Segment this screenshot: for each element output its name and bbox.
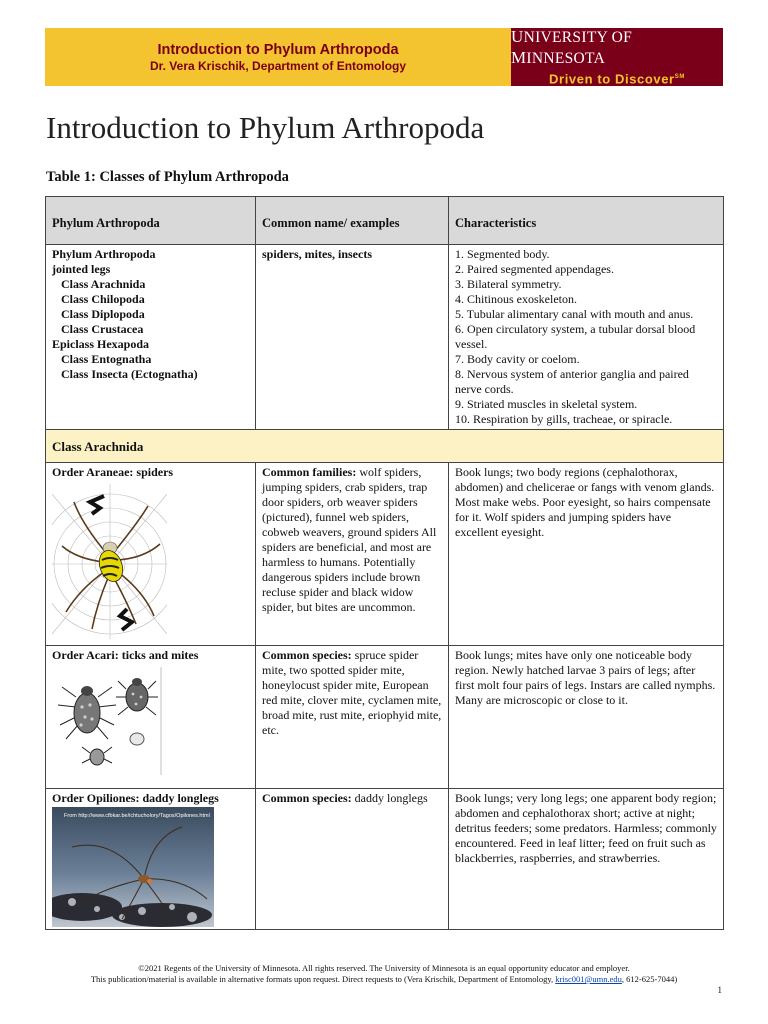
- order-opiliones-cell: [46, 789, 256, 930]
- header-phylum: Phylum Arthropoda: [46, 197, 256, 245]
- taxon-entognatha: Class Entognatha: [61, 352, 152, 366]
- order-araneae-characteristics-cell: Book lungs; two body regions (cephalothorax, abdomen) and chelicerae or fangs with venom glands. Most make webs. Poor eyesight, so hairs compensate for it. Wolf spiders and jumping spiders have excellent eyesight.: [449, 463, 724, 646]
- table-header-row: [46, 197, 724, 245]
- footer-phone-text: , 612-625-7044): [621, 974, 678, 984]
- characteristic-item: 4. Chitinous exoskeleton.: [455, 292, 577, 306]
- daddy-longlegs-photo-illustration: [52, 807, 214, 927]
- page-number: 1: [717, 985, 722, 995]
- characteristic-item: 8. Nervous system of anterior ganglia and paired nerve cords.: [455, 367, 689, 396]
- tagline-text: Driven to Discover: [549, 71, 675, 87]
- order-acari-name: Order Acari: ticks and mites: [52, 648, 199, 662]
- taxon-jointed-legs: jointed legs: [52, 262, 111, 276]
- university-name-cap1: U: [511, 26, 524, 46]
- characteristic-item: 3. Bilateral symmetry.: [455, 277, 562, 291]
- characteristic-item: 2. Paired segmented appendages.: [455, 262, 614, 276]
- characteristic-item: 1. Segmented body.: [455, 247, 550, 261]
- ticks-and-mites-illustration: [52, 667, 167, 777]
- examples-text: wolf spiders, jumping spiders, crab spiders, trap door spiders, orb weaver spiders (pictured), funnel web spiders, cobweb weavers, ground spiders All spiders are beneficial, and most are harmless to humans. Potentially dangerous spiders include brown recluse spider and black widow spider, but bites are uncommon.: [262, 465, 437, 614]
- order-araneae-cell: [46, 463, 256, 646]
- characteristic-item: 6. Open circulatory system, a tubular dorsal blood vessel.: [455, 322, 696, 351]
- footer-accessibility-text: This publication/material is available in alternative formats upon request. Direct requests to (Vera Krischik, Department of Entomology,: [90, 974, 556, 984]
- taxon-diplopoda: Class Diplopoda: [61, 307, 145, 321]
- class-arachnida-heading: Class Arachnida: [46, 430, 724, 463]
- characteristic-item: 10. Respiration by gills, tracheae, or spiracle.: [455, 412, 673, 426]
- characteristic-item: 9. Striated muscles in skeletal system.: [455, 397, 638, 411]
- header-characteristics: Characteristics: [449, 197, 724, 245]
- table-caption: Table 1: Classes of Phylum Arthropoda: [46, 169, 289, 185]
- order-araneae-name: Order Araneae: spiders: [52, 465, 174, 479]
- daddy-longlegs-photo: [52, 807, 214, 927]
- service-mark: SM: [674, 73, 685, 80]
- university-name: [511, 27, 723, 69]
- banner-subtitle: Dr. Vera Krischik, Department of Entomology: [149, 58, 407, 73]
- order-araneae-row: [46, 463, 724, 646]
- order-acari-cell: [46, 646, 256, 789]
- footer-accessibility: [0, 974, 768, 985]
- banner-title: Introduction to Phylum Arthropoda: [157, 41, 399, 58]
- order-opiliones-name: Order Opiliones: daddy longlegs: [52, 791, 219, 805]
- order-opiliones-row: [46, 789, 724, 930]
- taxon-insecta: Class Insecta (Ectognatha): [61, 367, 198, 381]
- characteristic-item: 7. Body cavity or coelom.: [455, 352, 580, 366]
- university-name-part1: NIVERSITY OF: [523, 28, 633, 46]
- mites-image: [52, 667, 249, 781]
- orb-weaver-spider-illustration: [52, 484, 167, 639]
- phylum-row: [46, 245, 724, 430]
- phylum-characteristics-cell: [449, 245, 724, 430]
- banner-title-block: [45, 28, 511, 86]
- phylum-examples-cell: spiders, mites, insects: [256, 245, 449, 430]
- spider-image: [52, 484, 249, 643]
- document-title: Introduction to Phylum Arthropoda: [46, 110, 485, 145]
- footer: [0, 963, 768, 985]
- taxon-phylum: Phylum Arthropoda: [52, 247, 156, 261]
- characteristic-item: 5. Tubular alimentary canal with mouth and anus.: [455, 307, 694, 321]
- phylum-taxa-cell: [46, 245, 256, 430]
- order-opiliones-characteristics-cell: Book lungs; very long legs; one apparent body region; abdomen and cephalothorax short; active at night; detritus feeders; some predators. Harmless; commonly encountered. Feed in leaf litter; feed on fruit such as blackberries, raspberries, and strawberries.: [449, 789, 724, 930]
- university-name-part2: INNESOTA: [526, 49, 606, 67]
- contact-email-link[interactable]: krisc001@umn.edu: [555, 974, 622, 984]
- order-acari-characteristics-cell: Book lungs; mites have only one noticeable body region. Newly hatched larvae 3 pairs of legs; after first molt four pairs of legs. Instars are called nymphs. Many are microscopic or close to it.: [449, 646, 724, 789]
- arthropoda-classes-table: [45, 196, 724, 930]
- header-examples: Common name/ examples: [256, 197, 449, 245]
- header-banner: [45, 28, 723, 86]
- order-araneae-examples-cell: [256, 463, 449, 646]
- examples-text: daddy longlegs: [351, 791, 428, 805]
- examples-label: Common species:: [262, 791, 352, 805]
- examples-text: spruce spider mite, two spotted spider mite, honeylocust spider mite, European red mite, clover mite, cyclamen mite, broad mite, rust mite, eriophyid mite, etc.: [262, 648, 442, 737]
- university-tagline: [549, 69, 685, 87]
- order-opiliones-examples-cell: [256, 789, 449, 930]
- university-logo: [511, 28, 723, 86]
- examples-label: Common families:: [262, 465, 357, 479]
- photo-credit: From http://www.cfbkar.be/ichtucholory/Tagos/Opilones.html: [64, 813, 210, 819]
- taxon-arachnida: Class Arachnida: [61, 277, 146, 291]
- class-arachnida-row: [46, 430, 724, 463]
- taxon-hexapoda: Epiclass Hexapoda: [52, 337, 150, 351]
- taxon-chilopoda: Class Chilopoda: [61, 292, 145, 306]
- university-name-cap2: M: [511, 47, 527, 67]
- order-acari-examples-cell: [256, 646, 449, 789]
- footer-copyright: ©2021 Regents of the University of Minnesota. All rights reserved. The University of Minnesota is an equal opportunity educator and employer.: [138, 963, 630, 973]
- order-acari-row: [46, 646, 724, 789]
- examples-label: Common species:: [262, 648, 352, 662]
- taxon-crustacea: Class Crustacea: [61, 322, 144, 336]
